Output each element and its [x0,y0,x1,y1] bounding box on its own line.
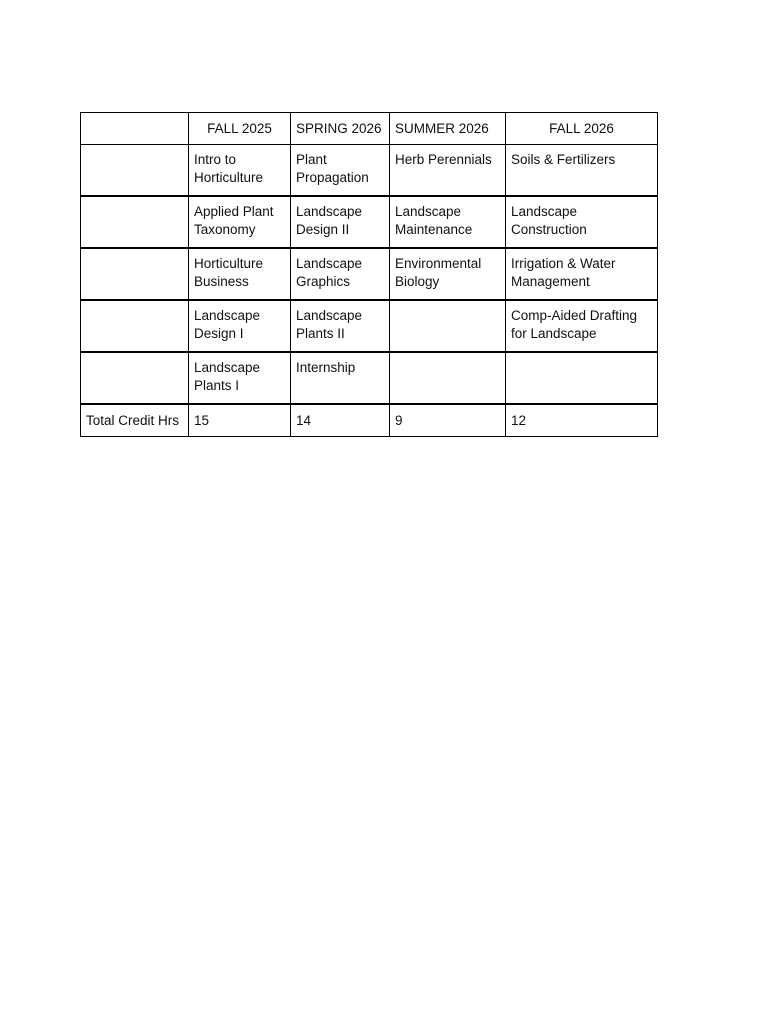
header-cell-blank [81,113,189,145]
row-label-cell [81,196,189,248]
course-cell: Herb Perennials [390,145,506,197]
header-fall-2025: FALL 2025 [189,113,291,145]
total-credit-label: Total Credit Hrs [81,404,189,437]
table-row [81,300,658,352]
course-cell [390,352,506,404]
total-credit-row [81,404,658,437]
course-cell: Applied Plant Taxonomy [189,196,291,248]
course-cell: Landscape Graphics [291,248,390,300]
course-cell: Landscape Plants I [189,352,291,404]
course-cell: Landscape Plants II [291,300,390,352]
course-cell: Landscape Design I [189,300,291,352]
header-spring-2026: SPRING 2026 [291,113,390,145]
table-header-row [81,113,658,145]
total-credit-fall-2026: 12 [506,404,658,437]
table-row [81,196,658,248]
row-label-cell [81,352,189,404]
course-schedule-table [80,112,658,437]
course-cell: Environmental Biology [390,248,506,300]
course-cell: Intro to Horticulture [189,145,291,197]
course-cell [390,300,506,352]
table-row [81,248,658,300]
course-cell: Irrigation & Water Management [506,248,658,300]
table-row [81,352,658,404]
course-cell [506,352,658,404]
total-credit-spring-2026: 14 [291,404,390,437]
course-cell: Horticulture Business [189,248,291,300]
course-cell: Internship [291,352,390,404]
course-cell: Landscape Construction [506,196,658,248]
header-summer-2026: SUMMER 2026 [390,113,506,145]
course-cell: Comp-Aided Drafting for Landscape [506,300,658,352]
header-fall-2026: FALL 2026 [506,113,658,145]
course-cell: Landscape Maintenance [390,196,506,248]
row-label-cell [81,248,189,300]
row-label-cell [81,300,189,352]
course-cell: Landscape Design II [291,196,390,248]
course-cell: Plant Propagation [291,145,390,197]
course-cell: Soils & Fertilizers [506,145,658,197]
table-row [81,145,658,197]
total-credit-fall-2025: 15 [189,404,291,437]
row-label-cell [81,145,189,197]
total-credit-summer-2026: 9 [390,404,506,437]
